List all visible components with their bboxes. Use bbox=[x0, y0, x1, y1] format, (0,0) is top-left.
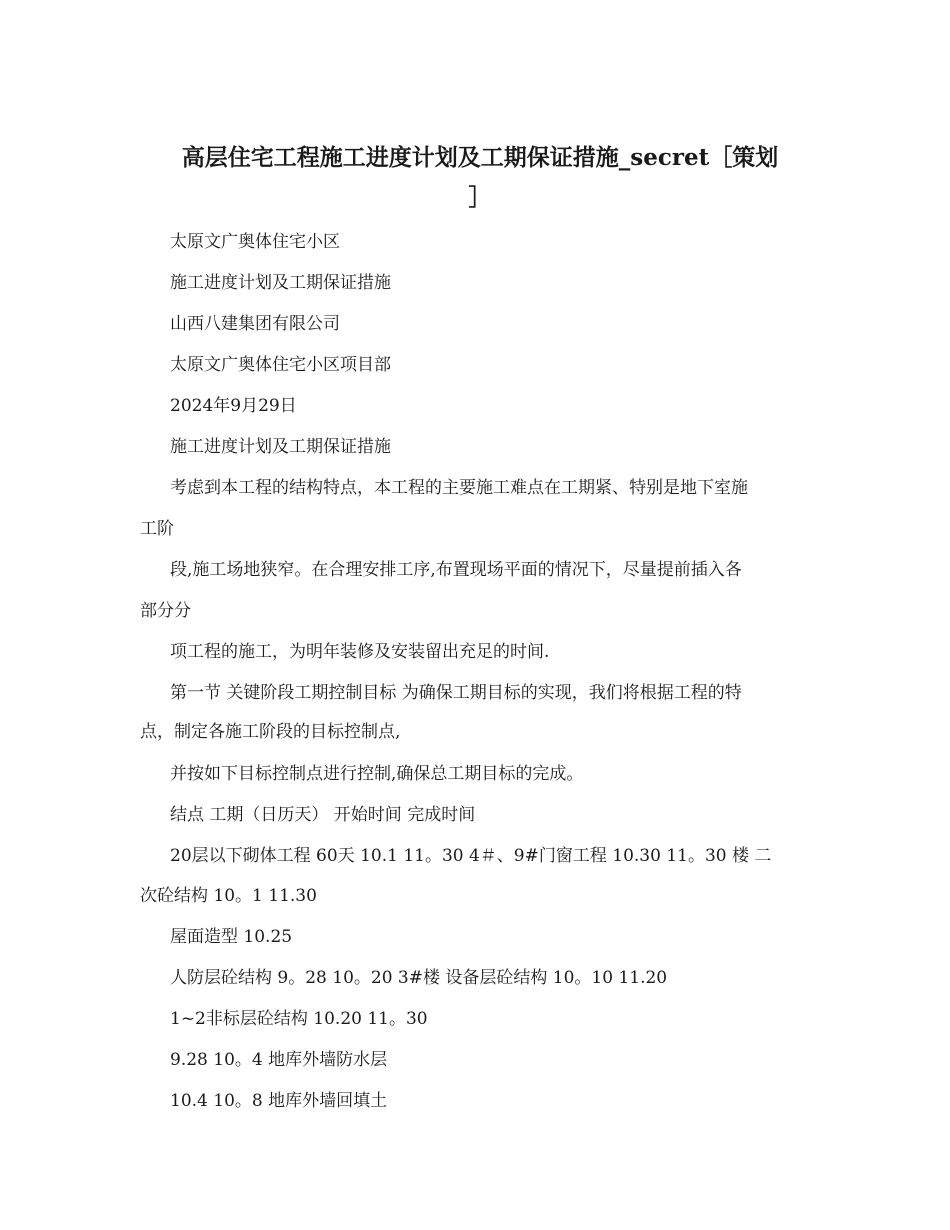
paragraph-line: 点，制定各施工阶段的目标控制点, bbox=[140, 722, 401, 742]
company-name: 山西八建集团有限公司 bbox=[170, 314, 340, 334]
document-title bbox=[140, 138, 820, 218]
schedule-line: 1~2非标层砼结构 10.20 11。30 bbox=[170, 1009, 428, 1029]
paragraph-line: 并按如下目标控制点进行控制,确保总工期目标的完成。 bbox=[170, 764, 584, 784]
schedule-line: 9.28 10。4 地库外墙防水层 bbox=[170, 1050, 388, 1070]
paragraph-line: 部分分 bbox=[140, 601, 191, 621]
schedule-line: 人防层砼结构 9。28 10。20 3#楼 设备层砼结构 10。10 11.20 bbox=[170, 968, 668, 988]
plan-heading: 施工进度计划及工期保证措施 bbox=[170, 273, 391, 293]
paragraph-line: 第一节 关键阶段工期控制目标 为确保工期目标的实现，我们将根据工程的特 bbox=[170, 683, 742, 703]
paragraph-line: 工阶 bbox=[140, 519, 174, 539]
paragraph-line: 项工程的施工，为明年装修及安装留出充足的时间. bbox=[170, 642, 550, 662]
title-line-2: ］ bbox=[468, 184, 492, 211]
schedule-line: 屋面造型 10.25 bbox=[170, 927, 293, 947]
document-date: 2024年9月29日 bbox=[170, 396, 297, 416]
schedule-line: 10.4 10。8 地库外墙回填土 bbox=[170, 1091, 388, 1111]
schedule-line: 次砼结构 10。1 11.30 bbox=[140, 886, 317, 906]
table-header-line: 结点 工期（日历天） 开始时间 完成时间 bbox=[170, 805, 476, 825]
title-line-1: 高层住宅工程施工进度计划及工期保证措施_secret［策划 bbox=[181, 144, 779, 171]
paragraph-line: 考虑到本工程的结构特点，本工程的主要施工难点在工期紧、特别是地下室施 bbox=[170, 478, 748, 498]
schedule-line: 20层以下砌体工程 60天 10.1 11。30 4＃、9#门窗工程 10.30 11。30 楼 二 bbox=[170, 846, 772, 866]
section-heading: 施工进度计划及工期保证措施 bbox=[170, 437, 391, 457]
project-department: 太原文广奥体住宅小区项目部 bbox=[170, 355, 391, 375]
paragraph-line: 段,施工场地狭窄。在合理安排工序,布置现场平面的情况下，尽量提前插入各 bbox=[170, 560, 742, 580]
project-name: 太原文广奥体住宅小区 bbox=[170, 232, 340, 252]
